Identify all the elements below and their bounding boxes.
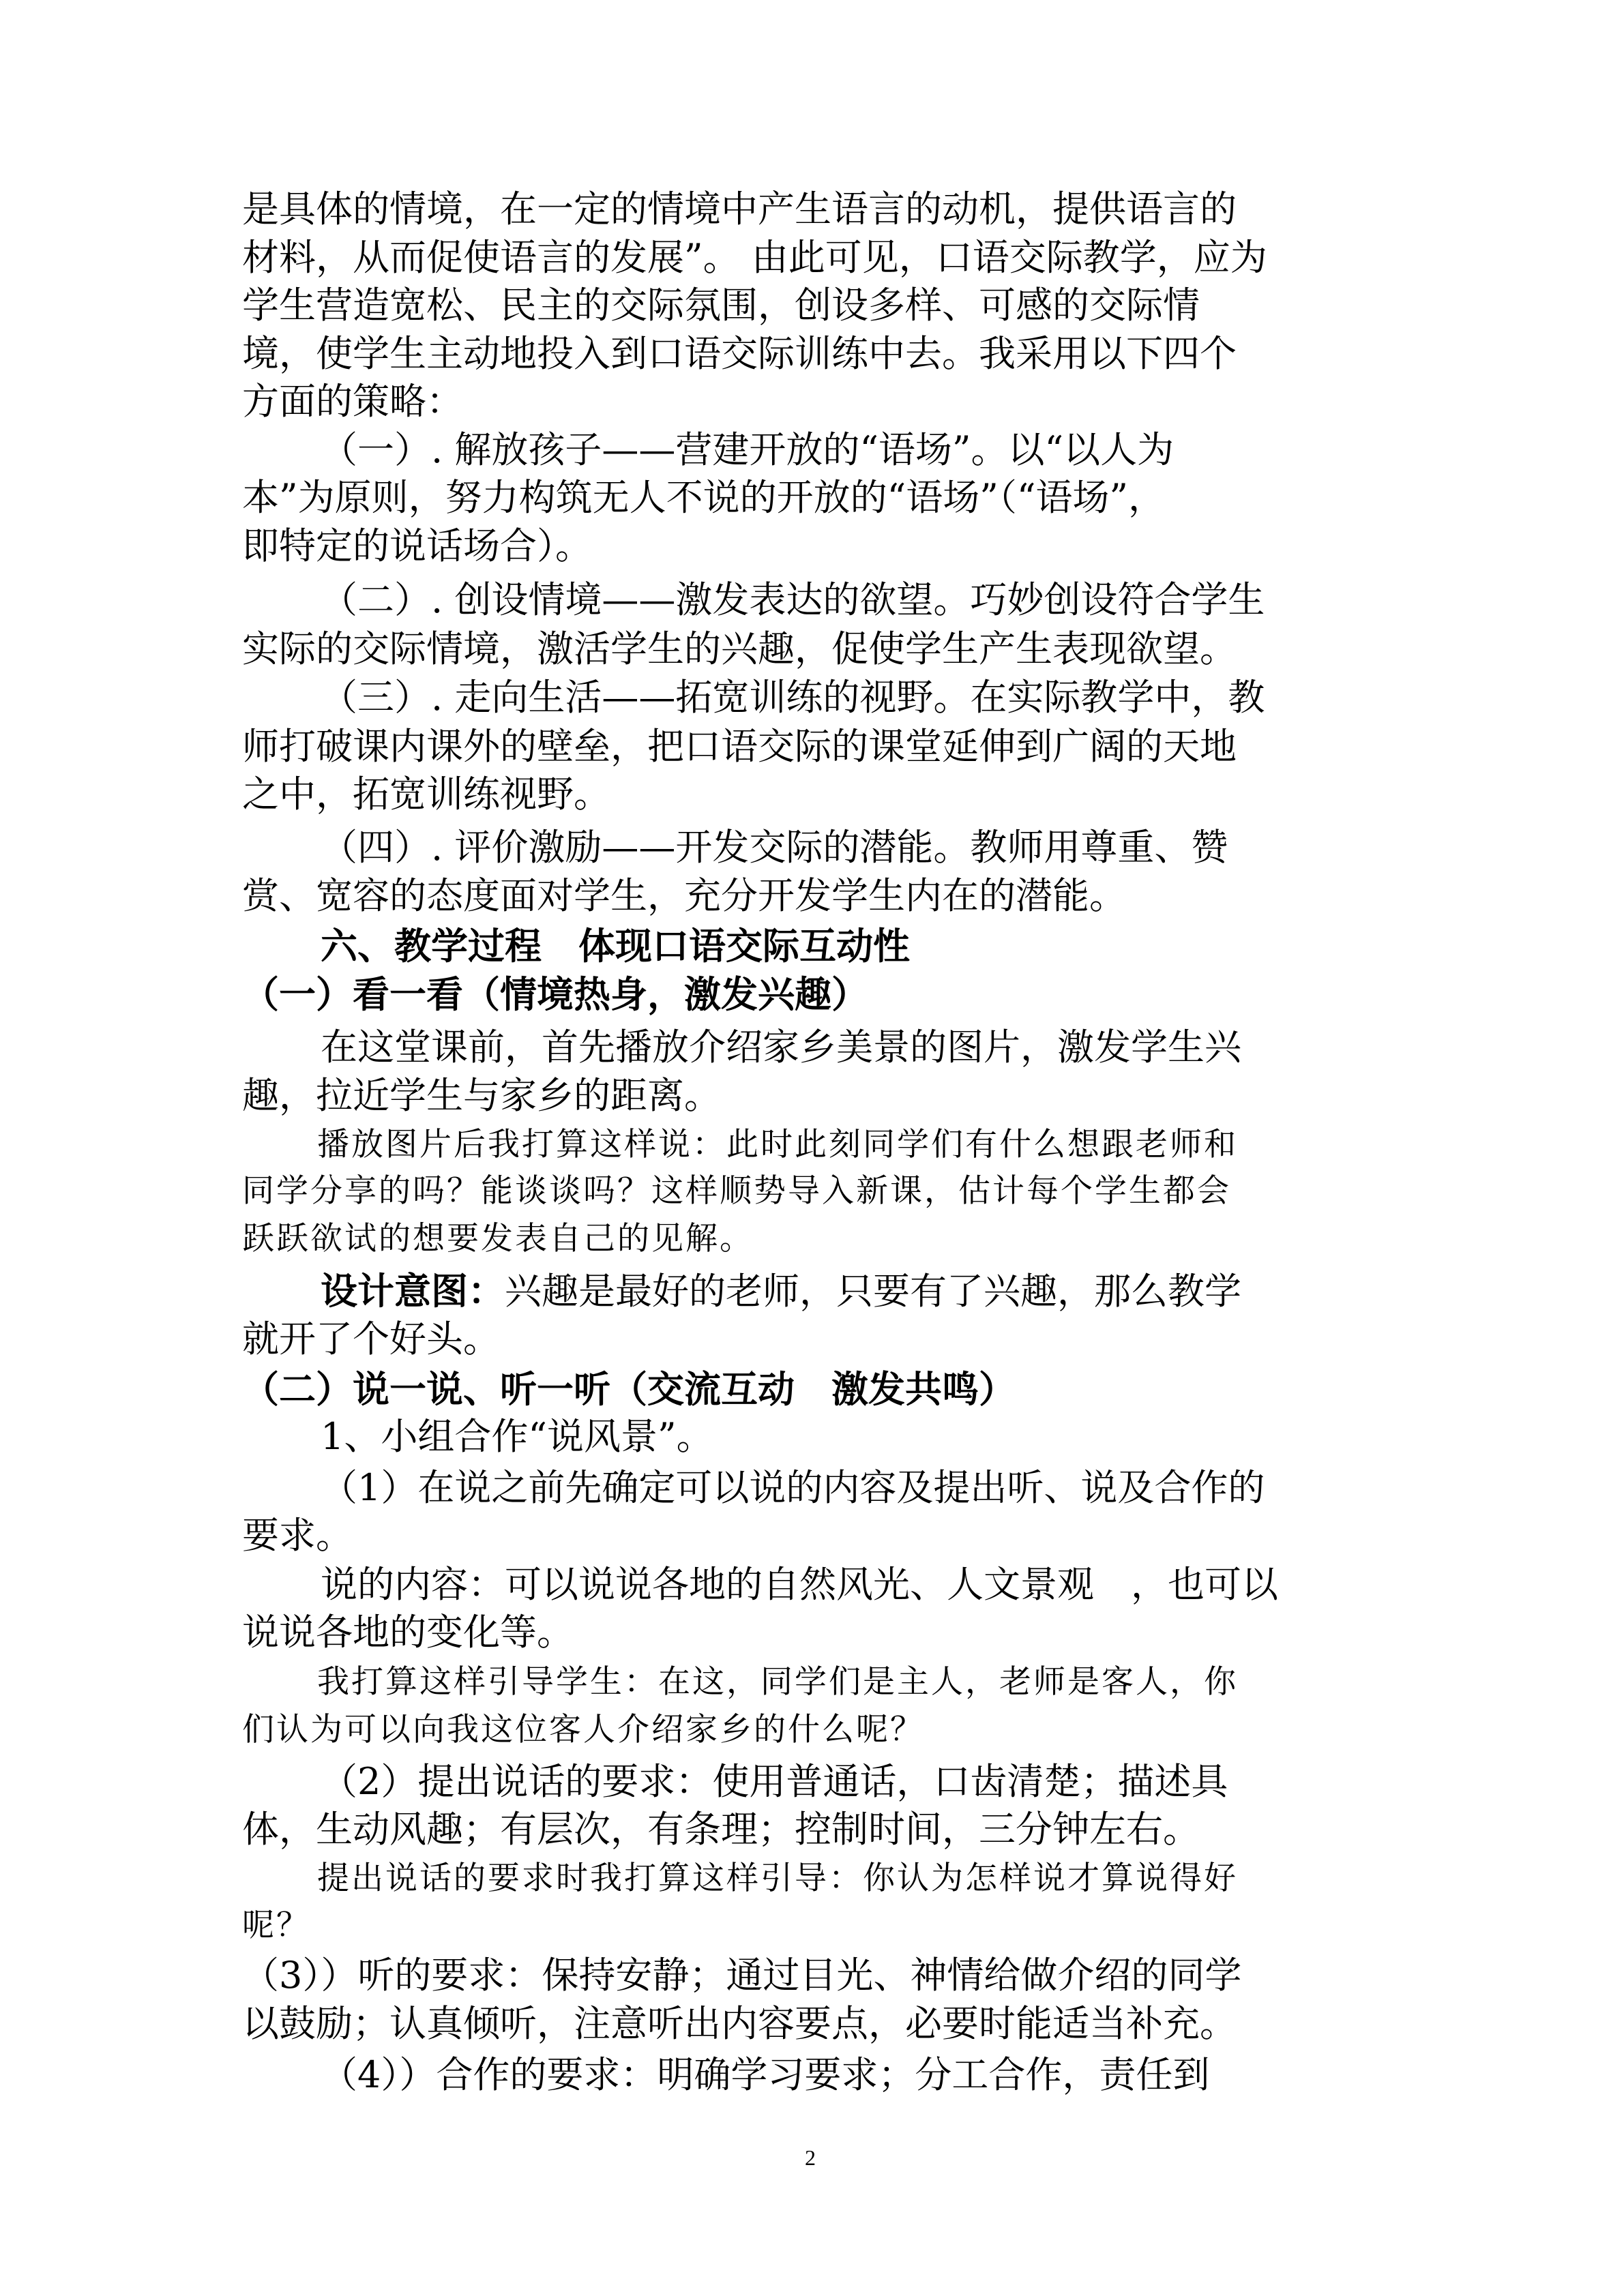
body-line: 说的内容：可以说说各地的自然风光、人文景观 ，也可以 — [321, 1563, 1278, 1606]
strategy-item-3: （三）. 走向生活——拓宽训练的视野。在实际教学中，教 — [321, 676, 1265, 719]
script-line: 们认为可以向我这位客人介绍家乡的什么呢？ — [242, 1711, 924, 1748]
script-line: 提出说话的要求时我打算这样引导：你认为怎样说才算说得好 — [317, 1860, 1238, 1897]
page-number: 2 — [805, 2145, 816, 2170]
strategy-item-4: （四）. 评价激励——开发交际的潜能。教师用尊重、赞 — [321, 826, 1228, 869]
body-line: 本”为原则，努力构筑无人不说的开放的“语场”（“语场”， — [242, 476, 1166, 519]
body-line: 师打破课内课外的壁垒，把口语交际的课堂延伸到广阔的天地 — [242, 725, 1237, 768]
design-intent-text: 兴趣是最好的老师，只要有了兴趣，那么教学 — [505, 1270, 1241, 1313]
body-line: 1、小组合作“说风景”。 — [321, 1415, 713, 1458]
body-line: 实际的交际情境，激活学生的兴趣，促使学生产生表现欲望。 — [242, 627, 1237, 670]
body-line: 是具体的情境，在一定的情境中产生语言的动机，提供语言的 — [242, 188, 1237, 230]
subsection-heading-1: （一）看一看（情境热身，激发兴趣） — [242, 972, 868, 1016]
body-line: 就开了个好头。 — [242, 1317, 500, 1360]
body-line: （2）提出说话的要求：使用普通话，口齿清楚；描述具 — [321, 1760, 1228, 1803]
script-line: 我打算这样引导学生：在这，同学们是主人，老师是客人，你 — [317, 1663, 1238, 1701]
body-line: 在这堂课前，首先播放介绍家乡美景的图片，激发学生兴 — [321, 1026, 1241, 1069]
body-line: 说说各地的变化等。 — [242, 1611, 574, 1654]
body-line: 之中，拓宽训练视野。 — [242, 773, 610, 816]
body-line: 以鼓励；认真倾听，注意听出内容要点，必要时能适当补充。 — [242, 2002, 1237, 2045]
body-line: 境，使学生主动地投入到口语交际训练中去。我采用以下四个 — [242, 332, 1237, 375]
body-line: 学生营造宽松、民主的交际氛围，创设多样、可感的交际情 — [242, 284, 1200, 327]
strategy-item-1: （一）. 解放孩子——营建开放的“语场”。以“以人为 — [321, 428, 1175, 471]
design-intent-line — [321, 1269, 1241, 1313]
body-line: 要求。 — [242, 1514, 353, 1557]
script-line: 跃跃欲试的想要发表自己的见解。 — [242, 1220, 754, 1257]
body-line: 体，生动风趣；有层次，有条理；控制时间，三分钟左右。 — [242, 1808, 1200, 1851]
strategy-item-2: （二）. 创设情境——激发表达的欲望。巧妙创设符合学生 — [321, 578, 1265, 621]
body-line: 即特定的说话场合）。 — [242, 524, 592, 567]
body-line: （3））听的要求：保持安静；通过目光、神情给做介绍的同学 — [242, 1954, 1242, 1997]
script-line: 同学分享的吗？能谈谈吗？这样顺势导入新课，估计每个学生都会 — [242, 1172, 1231, 1210]
design-intent-label: 设计意图： — [321, 1269, 505, 1313]
script-line: 播放图片后我打算这样说：此时此刻同学们有什么想跟老师和 — [317, 1126, 1238, 1163]
script-line: 呢？ — [242, 1907, 310, 1944]
body-line: 赏、宽容的态度面对学生，充分开发学生内在的潜能。 — [242, 874, 1126, 917]
section-heading: 六、教学过程 体现口语交际互动性 — [321, 924, 910, 968]
body-line: （1）在说之前先确定可以说的内容及提出听、说及合作的 — [321, 1466, 1265, 1509]
body-line: （4））合作的要求：明确学习要求；分工合作，责任到 — [321, 2053, 1210, 2096]
body-line: 方面的策略： — [242, 380, 463, 423]
body-line: 材料，从而促使语言的发展”。 由此可见，口语交际教学，应为 — [242, 236, 1267, 279]
body-line: 趣，拉近学生与家乡的距离。 — [242, 1074, 721, 1117]
subsection-heading-2: （二）说一说、听一听（交流互动 激发共鸣） — [242, 1367, 1016, 1411]
